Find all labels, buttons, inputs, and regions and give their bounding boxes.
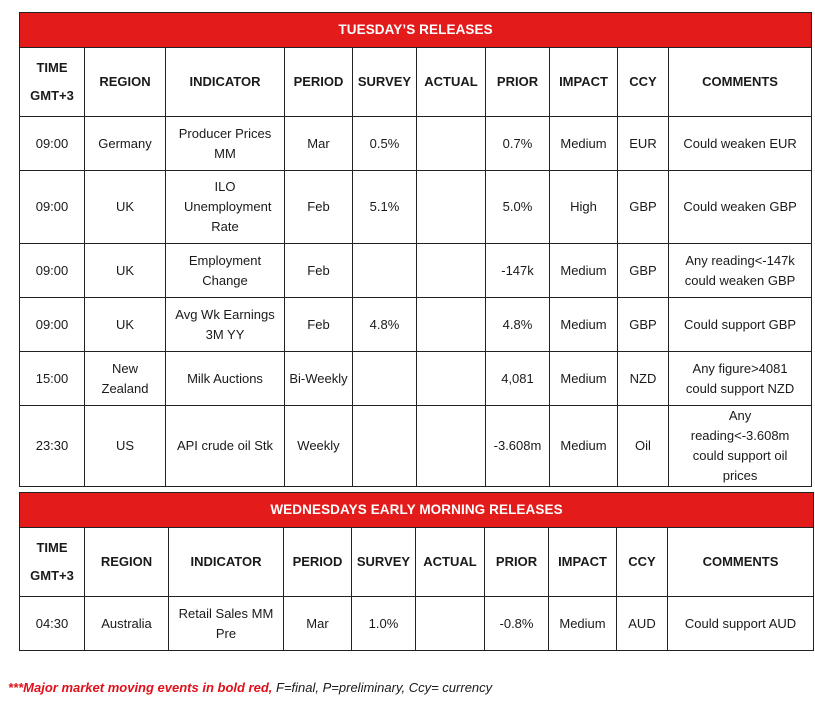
cell-comments: Could weaken EUR [669,117,812,171]
cell-impact: Medium [550,117,618,171]
col-indicator: INDICATOR [169,528,284,597]
cell-actual [417,171,486,244]
cell-actual [417,117,486,171]
cell-indicator: ILO Unemployment Rate [166,171,285,244]
tuesday-releases-table [19,12,812,487]
cell-region: Australia [85,597,169,651]
cell-impact: Medium [549,597,617,651]
cell-prior: 0.7% [486,117,550,171]
footnote-legend: F=final, P=preliminary, Ccy= currency [272,680,493,695]
cell-comments: Could weaken GBP [669,171,812,244]
cell-period: Feb [285,298,353,352]
wednesday-title: WEDNESDAYS EARLY MORNING RELEASES [20,493,814,528]
cell-prior: -3.608m [486,406,550,487]
cell-actual [417,298,486,352]
cell-ccy: GBP [618,171,669,244]
cell-prior: 4,081 [486,352,550,406]
cell-survey: 4.8% [353,298,417,352]
cell-actual [416,597,485,651]
cell-period: Weekly [285,406,353,487]
header-row [20,528,814,597]
cell-region: UK [85,298,166,352]
cell-region: Germany [85,117,166,171]
cell-comments: Could support GBP [669,298,812,352]
cell-prior: -147k [486,244,550,298]
cell-ccy: GBP [618,244,669,298]
cell-time: 09:00 [20,171,85,244]
col-impact: IMPACT [550,48,618,117]
cell-survey [353,352,417,406]
cell-indicator: Avg Wk Earnings 3M YY [166,298,285,352]
footnote [8,680,492,695]
cell-time: 23:30 [20,406,85,487]
col-region: REGION [85,528,169,597]
cell-actual [417,352,486,406]
col-ccy: CCY [617,528,668,597]
cell-period: Feb [285,171,353,244]
col-survey: SURVEY [353,48,417,117]
table-row [20,298,812,352]
cell-impact: Medium [550,406,618,487]
cell-ccy: EUR [618,117,669,171]
cell-prior: 5.0% [486,171,550,244]
cell-ccy: AUD [617,597,668,651]
col-prior: PRIOR [486,48,550,117]
table-row [20,352,812,406]
cell-prior: 4.8% [486,298,550,352]
cell-actual [417,406,486,487]
cell-period: Bi-Weekly [285,352,353,406]
col-time: TIME GMT+3 [20,528,85,597]
table-row [20,117,812,171]
cell-comments: Any figure>4081 could support NZD [669,352,812,406]
cell-comments: Any reading<-3.608m could support oil prices [669,406,812,487]
col-indicator: INDICATOR [166,48,285,117]
cell-indicator: Employment Change [166,244,285,298]
header-row [20,48,812,117]
cell-time: 09:00 [20,117,85,171]
cell-survey [353,406,417,487]
cell-period: Mar [285,117,353,171]
cell-survey: 0.5% [353,117,417,171]
tuesday-title: TUESDAY’S RELEASES [20,13,812,48]
cell-comments: Could support AUD [668,597,814,651]
cell-impact: High [550,171,618,244]
cell-indicator: Producer Prices MM [166,117,285,171]
cell-impact: Medium [550,352,618,406]
cell-indicator: Retail Sales MM Pre [169,597,284,651]
cell-impact: Medium [550,244,618,298]
table-row [20,244,812,298]
cell-region: New Zealand [85,352,166,406]
cell-indicator: Milk Auctions [166,352,285,406]
cell-time: 09:00 [20,244,85,298]
cell-region: UK [85,171,166,244]
col-comments: COMMENTS [669,48,812,117]
cell-ccy: Oil [618,406,669,487]
cell-period: Feb [285,244,353,298]
col-period: PERIOD [285,48,353,117]
col-period: PERIOD [284,528,352,597]
cell-comments: Any reading<-147k could weaken GBP [669,244,812,298]
cell-survey: 1.0% [352,597,416,651]
cell-actual [417,244,486,298]
col-time: TIME GMT+3 [20,48,85,117]
col-actual: ACTUAL [417,48,486,117]
col-impact: IMPACT [549,528,617,597]
cell-survey: 5.1% [353,171,417,244]
cell-time: 04:30 [20,597,85,651]
cell-impact: Medium [550,298,618,352]
cell-region: UK [85,244,166,298]
col-survey: SURVEY [352,528,416,597]
cell-region: US [85,406,166,487]
table-row [20,406,812,487]
col-comments: COMMENTS [668,528,814,597]
table-row [20,171,812,244]
cell-period: Mar [284,597,352,651]
col-prior: PRIOR [485,528,549,597]
wednesday-releases-table [19,492,814,651]
cell-prior: -0.8% [485,597,549,651]
col-ccy: CCY [618,48,669,117]
cell-indicator: API crude oil Stk [166,406,285,487]
col-region: REGION [85,48,166,117]
table-row [20,597,814,651]
cell-ccy: NZD [618,352,669,406]
footnote-major-events: ***Major market moving events in bold red, [8,680,273,695]
cell-ccy: GBP [618,298,669,352]
cell-survey [353,244,417,298]
cell-time: 15:00 [20,352,85,406]
cell-time: 09:00 [20,298,85,352]
col-actual: ACTUAL [416,528,485,597]
